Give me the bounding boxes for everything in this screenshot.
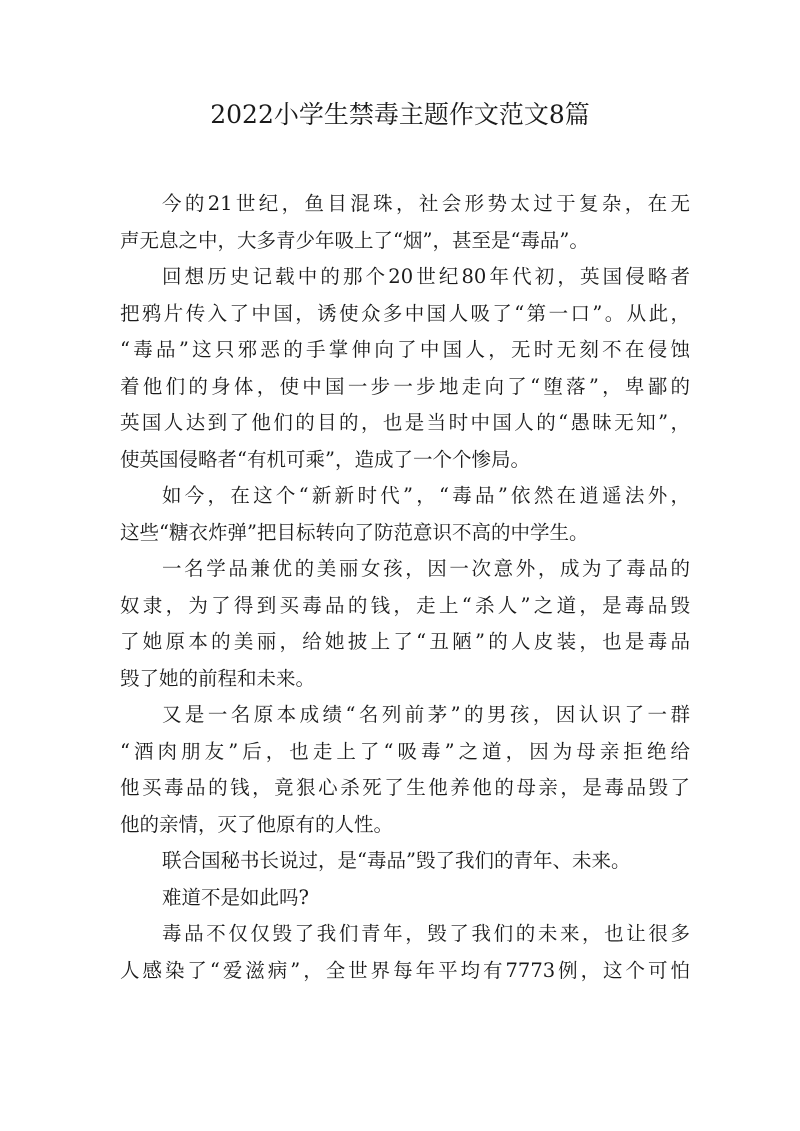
text-line: “酒肉朋友”后，也走上了“吸毒”之道，因为母亲拒绝给 [120, 739, 690, 763]
text-line: 联合国秘书长说过，是“毒品”毁了我们的青年、未来。 [162, 849, 631, 872]
text-line: 又是一名原本成绩“名列前茅”的男孩，因认识了一群 [162, 703, 690, 726]
text-line: 把鸦片传入了中国，诱使众多中国人吸了“第一口”。从此， [120, 301, 690, 325]
text-line: 他的亲情，灭了他原有的人性。 [120, 812, 394, 836]
text-line: 今的21世纪，鱼目混珠，社会形势太过于复杂，在无 [162, 192, 690, 215]
text-line: 着他们的身体，使中国一步一步地走向了“堕落”，卑鄙的 [120, 374, 690, 398]
text-line: 一名学品兼优的美丽女孩，因一次意外，成为了毒品的 [162, 557, 690, 580]
text-line: 声无息之中，大多青少年吸上了“烟”，甚至是“毒品”。 [120, 228, 589, 252]
text-line: 使英国侵略者“有机可乘”，造成了一个个惨局。 [120, 447, 530, 471]
text-line: 奴隶，为了得到买毒品的钱，走上“杀人”之道，是毒品毁 [120, 593, 690, 617]
text-line: 他买毒品的钱，竟狠心杀死了生他养他的母亲，是毒品毁了 [120, 776, 690, 799]
document-title: 2022小学生禁毒主题作文范文8篇 [210, 100, 590, 129]
text-line: “毒品”这只邪恶的手掌伸向了中国人，无时无刻不在侵蚀 [120, 338, 690, 361]
text-line: 毒品不仅仅毁了我们青年，毁了我们的未来，也让很多 [162, 922, 690, 945]
text-line: 毁了她的前程和未来。 [120, 666, 316, 690]
text-line: 英国人达到了他们的目的，也是当时中国人的“愚昧无知”， [120, 411, 690, 434]
document-body [120, 186, 690, 989]
text-line: 回想历史记载中的那个20世纪80年代初，英国侵略者 [162, 265, 690, 288]
text-line: 难道不是如此吗? [162, 885, 309, 909]
text-line: 这些“糖衣炸弹”把目标转向了防范意识不高的中学生。 [120, 520, 589, 544]
text-line: 人感染了“爱滋病”，全世界每年平均有7773例，这个可怕 [120, 958, 690, 982]
text-line: 如今，在这个“新新时代”，“毒品”依然在逍遥法外， [162, 484, 690, 507]
text-line: 了她原本的美丽，给她披上了“丑陋”的人皮装，也是毒品 [120, 630, 690, 653]
